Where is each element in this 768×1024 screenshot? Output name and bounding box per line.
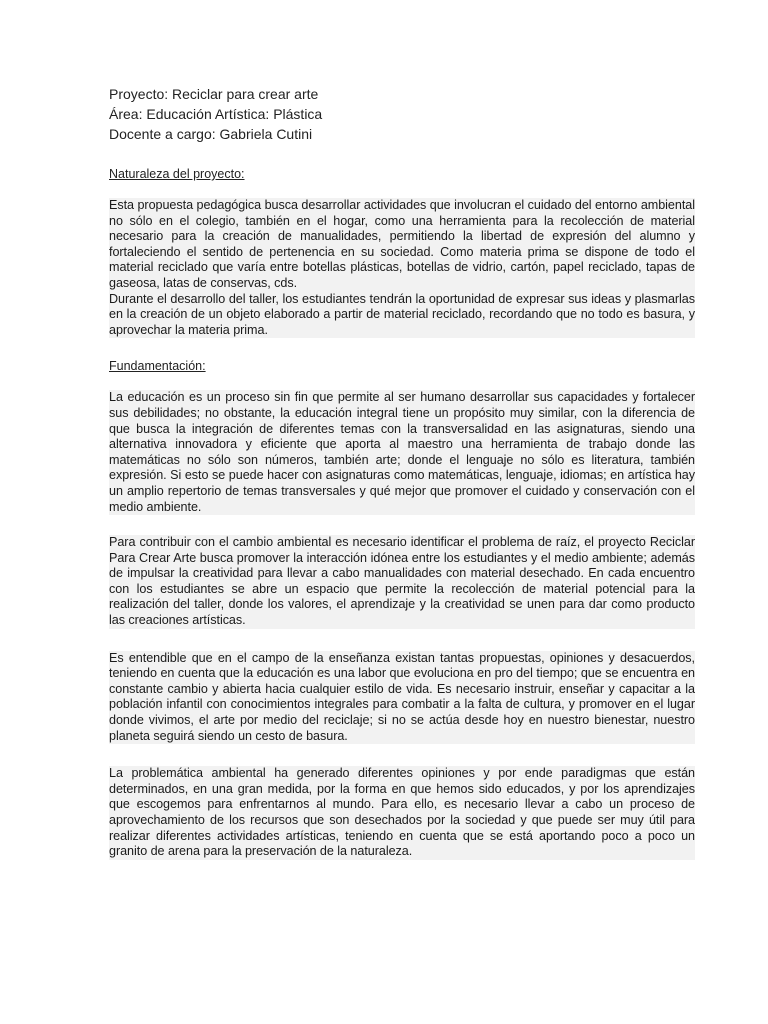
project-area: Área: Educación Artística: Plástica: [109, 106, 323, 122]
paragraph-fundamentacion-2: Para contribuir con el cambio ambiental es necesario identificar el problema de raíz, el proyecto Reciclar Para Crear Arte busca promover la interacción idónea entre los estudiantes y el medio ambiente; además de impulsar la creatividad para llevar a cabo manualidades con material desechado. En cada encuentro con los estudiantes se abre un espacio que permite la recolección de material potencial para la realización del taller, donde los valores, el aprendizaje y la creatividad se unen para dar como producto las creaciones artísticas.: [109, 535, 695, 628]
paragraph-naturaleza-2: Durante el desarrollo del taller, los estudiantes tendrán la oportunidad de expresar sus ideas y plasmarlas en la creación de un objeto elaborado a partir de material reciclado, recordando que no todo es basura, y aprovechar la materia prima.: [109, 291, 695, 337]
document-page: [109, 84, 695, 860]
paragraph-fundamentacion-3: Es entendible que en el campo de la enseñanza existan tantas propuestas, opiniones y desacuerdos, teniendo en cuenta que la educación es una labor que evoluciona en pro del tiempo; que se encuentra en constante cambio y abierta hacia cualquier estilo de vida. Es necesario instruir, enseñar y capacitar a la población infantil con conocimientos integrales para combatir a la falta de cultura, y promover en el lugar donde vivimos, el arte por medio del reciclaje; si no se actúa desde hoy en nuestro bienestar, nuestro planeta seguirá siendo un cesto de basura.: [109, 650, 695, 743]
project-title: Proyecto: Reciclar para crear arte: [109, 86, 319, 102]
section-heading-naturaleza: Naturaleza del proyecto:: [109, 167, 245, 181]
project-teacher: Docente a cargo: Gabriela Cutini: [109, 126, 313, 142]
paragraph-fundamentacion-4: La problemática ambiental ha generado diferentes opiniones y por ende paradigmas que están determinados, en una gran medida, por la forma en que hemos sido educados, y por los aprendizajes que escogemos para enfrentarnos al mundo. Para ello, es necesario llevar a cabo un proceso de aprovechamiento de los recursos que son desechados por la sociedad y que puede ser muy útil para realizar diferentes actividades artísticas, teniendo en cuenta que se está aportando poco a poco un granito de arena para la preservación de la naturaleza.: [109, 766, 695, 859]
paragraph-naturaleza-1: Esta propuesta pedagógica busca desarrollar actividades que involucran el cuidado del entorno ambiental no sólo en el colegio, también en el hogar, como una herramienta para la recolección de material necesario para la creación de manualidades, permitiendo la libertad de expresión del alumno y fortaleciendo el sentido de pertenencia en su sociedad. Como materia prima se dispone de todo el material reciclado que varía entre botellas plásticas, botellas de vidrio, cartón, papel reciclado, tapas de gaseosa, latas de conservas, cds.: [109, 198, 695, 290]
section-heading-fundamentacion: Fundamentación:: [109, 359, 206, 374]
paragraph-fundamentacion-1: La educación es un proceso sin fin que permite al ser humano desarrollar sus capacidades y fortalecer sus debilidades; no obstante, la educación integral tiene un propósito muy similar, con la diferencia de que busca la integración de diferentes temas con la transversalidad en las asignaturas, siendo una alternativa innovadora y eficiente que aporta al maestro una herramienta de trabajo donde las matemáticas no sólo son números, también arte; donde el lenguaje no sólo es literatura, también expresión. Si esto se puede hacer con asignaturas como matemáticas, lenguaje, idiomas; en artística hay un amplio repertorio de temas transversales y qué mejor que promover el cuidado y conservación con el medio ambiente.: [109, 390, 695, 514]
